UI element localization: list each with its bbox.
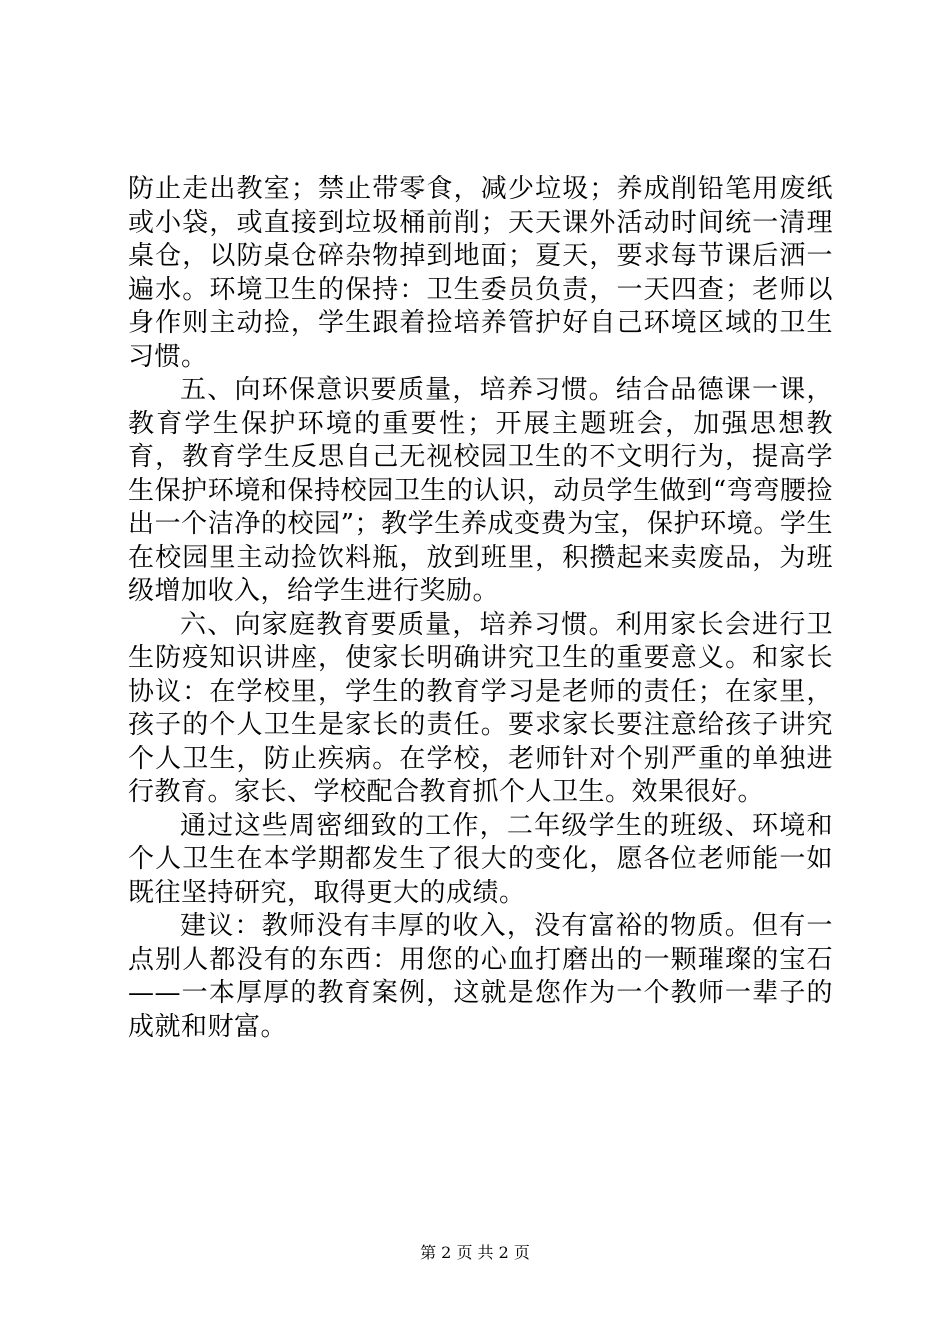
document-body [128,173,833,1044]
paragraph-2: 五、向环保意识要质量，培养习惯。结合品德课一课，教育学生保护环境的重要性；开展主题班会，加强思想教育，教育学生反思自己无视校园卫生的不文明行为，提高学生保护环境和保持校园卫生的认识，动员学生做到“弯弯腰捡出一个洁净的校园”；教学生养成变费为宝，保护环境。学生在校园里主动捡饮料瓶，放到班里，积攒起来卖废品，为班级增加收入，给学生进行奖励。 [128,375,833,606]
paragraph-3: 六、向家庭教育要质量，培养习惯。利用家长会进行卫生防疫知识讲座，使家长明确讲究卫生的重要意义。和家长协议：在学校里，学生的教育学习是老师的责任；在家里，孩子的个人卫生是家长的责任。要求家长要注意给孩子讲究个人卫生，防止疾病。在学校，老师针对个别严重的单独进行教育。家长、学校配合教育抓个人卫生。效果很好。 [128,609,833,807]
paragraph-1: 防止走出教室；禁止带零食，减少垃圾；养成削铅笔用废纸或小袋，或直接到垃圾桶前削；天天课外活动时间统一清理桌仓，以防桌仓碎杂物掉到地面；夏天，要求每节课后洒一遍水。环境卫生的保持：卫生委员负责，一天四查；老师以身作则主动捡，学生跟着捡培养管护好自己环境区域的卫生习惯。 [128,174,833,372]
paragraph-5: 建议：教师没有丰厚的收入，没有富裕的物质。但有一点别人都没有的东西：用您的心血打磨出的一颗璀璨的宝石——一本厚厚的教育案例，这就是您作为一个教师一辈子的成就和财富。 [128,911,833,1042]
page-footer [0,1243,950,1263]
page-number-label: 第 2 页 共 2 页 [420,1243,530,1262]
paragraph-4: 通过这些周密细致的工作，二年级学生的班级、环境和个人卫生在本学期都发生了很大的变化，愿各位老师能一如既往坚持研究，取得更大的成绩。 [128,810,833,908]
